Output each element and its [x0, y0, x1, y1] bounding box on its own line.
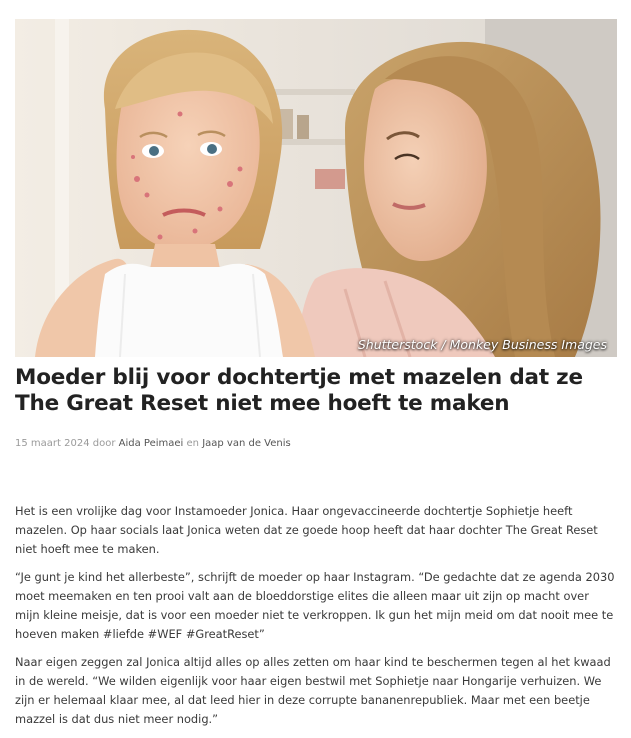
article-body	[15, 502, 616, 738]
author-link-1[interactable]: Aida Peimaei	[118, 438, 184, 449]
author-link-2[interactable]: Jaap van de Venis	[202, 438, 291, 449]
by-word: door	[92, 438, 116, 449]
and-word: en	[186, 438, 200, 449]
photo-credit: Shutterstock / Monkey Business Images	[357, 337, 607, 352]
article-meta	[15, 438, 291, 449]
article-paragraph: Naar eigen zeggen zal Jonica altijd alles op alles zetten om haar kind te beschermen tegen al het kwaad in de wereld. “We wilden eigenlijk voor haar eigen bestwil met Sophietje naar Hongarije verhuizen. We zijn er helemaal klaar mee, al dat leed hier in deze corrupte bananenrepubliek. Maar met een beetje mazzel is dat dus niet meer nodig.”	[15, 655, 611, 726]
hero-photo	[15, 19, 617, 357]
publish-date: 15 maart 2024	[15, 438, 90, 449]
article-paragraph: Het is een vrolijke dag voor Instamoeder Jonica. Haar ongevaccineerde dochtertje Sophietje heeft mazelen. Op haar socials laat Jonica weten dat ze goede hoop heeft dat haar dochter The Great Reset niet hoeft mee te maken.	[15, 504, 598, 556]
article-title: Moeder blij voor dochtertje met mazelen dat ze The Great Reset niet mee hoeft te maken	[15, 365, 583, 416]
hero-photo-illustration	[15, 19, 617, 357]
article-paragraph: “Je gunt je kind het allerbeste”, schrijft de moeder op haar Instagram. “De gedachte dat ze agenda 2030 moet meemaken en ten prooi valt aan de bloeddorstige elites die alleen maar uit zijn op macht over mijn kleine meisje, dat is voor een moeder niet te verkroppen. Ik gun het mijn meid om dat nooit mee te hoeven maken #liefde #WEF #GreatReset”	[15, 570, 615, 641]
